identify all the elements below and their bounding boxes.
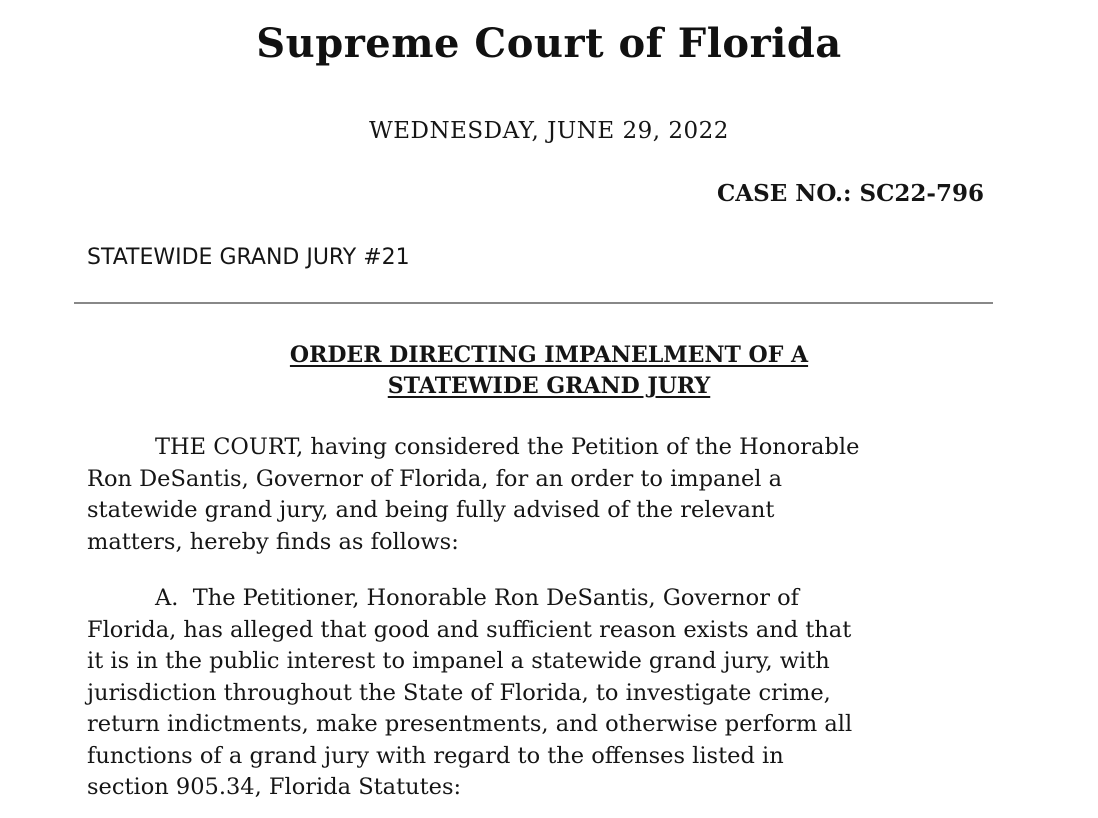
horizontal-divider [74,302,993,304]
paragraph-findings-intro [87,432,1017,558]
paragraph-finding-a [87,583,1017,804]
paragraph-line: statewide grand jury, and being fully advised of the relevant [87,497,775,523]
paragraph-line: Ron DeSantis, Governor of Florida, for an order to impanel a [87,465,783,492]
paragraph-line: THE COURT, having considered the Petition of the Honorable [155,434,860,460]
court-title: Supreme Court of Florida [256,20,842,67]
case-number: CASE NO.: SC22-796 [717,180,984,207]
order-title-line-2: STATEWIDE GRAND JURY [387,373,711,399]
paragraph-line: section 905.34, Florida Statutes: [87,774,462,800]
paragraph-line: it is in the public interest to impanel a statewide grand jury, with [87,648,830,674]
paragraph-line: A. The Petitioner, Honorable Ron DeSantis, Governor of [155,585,799,611]
paragraph-line: matters, hereby finds as follows: [87,528,459,555]
order-title [0,340,1098,402]
paragraph-line: return indictments, make presentments, and otherwise perform all [87,711,853,737]
order-date: WEDNESDAY, JUNE 29, 2022 [369,118,729,144]
paragraph-line: jurisdiction throughout the State of Florida, to investigate crime, [87,679,831,706]
paragraph-line: functions of a grand jury with regard to the offenses listed in [87,742,784,769]
grand-jury-label: STATEWIDE GRAND JURY #21 [87,245,410,270]
order-title-line-1: ORDER DIRECTING IMPANELMENT OF A [289,342,809,368]
paragraph-line: Florida, has alleged that good and sufficient reason exists and that [87,616,852,643]
